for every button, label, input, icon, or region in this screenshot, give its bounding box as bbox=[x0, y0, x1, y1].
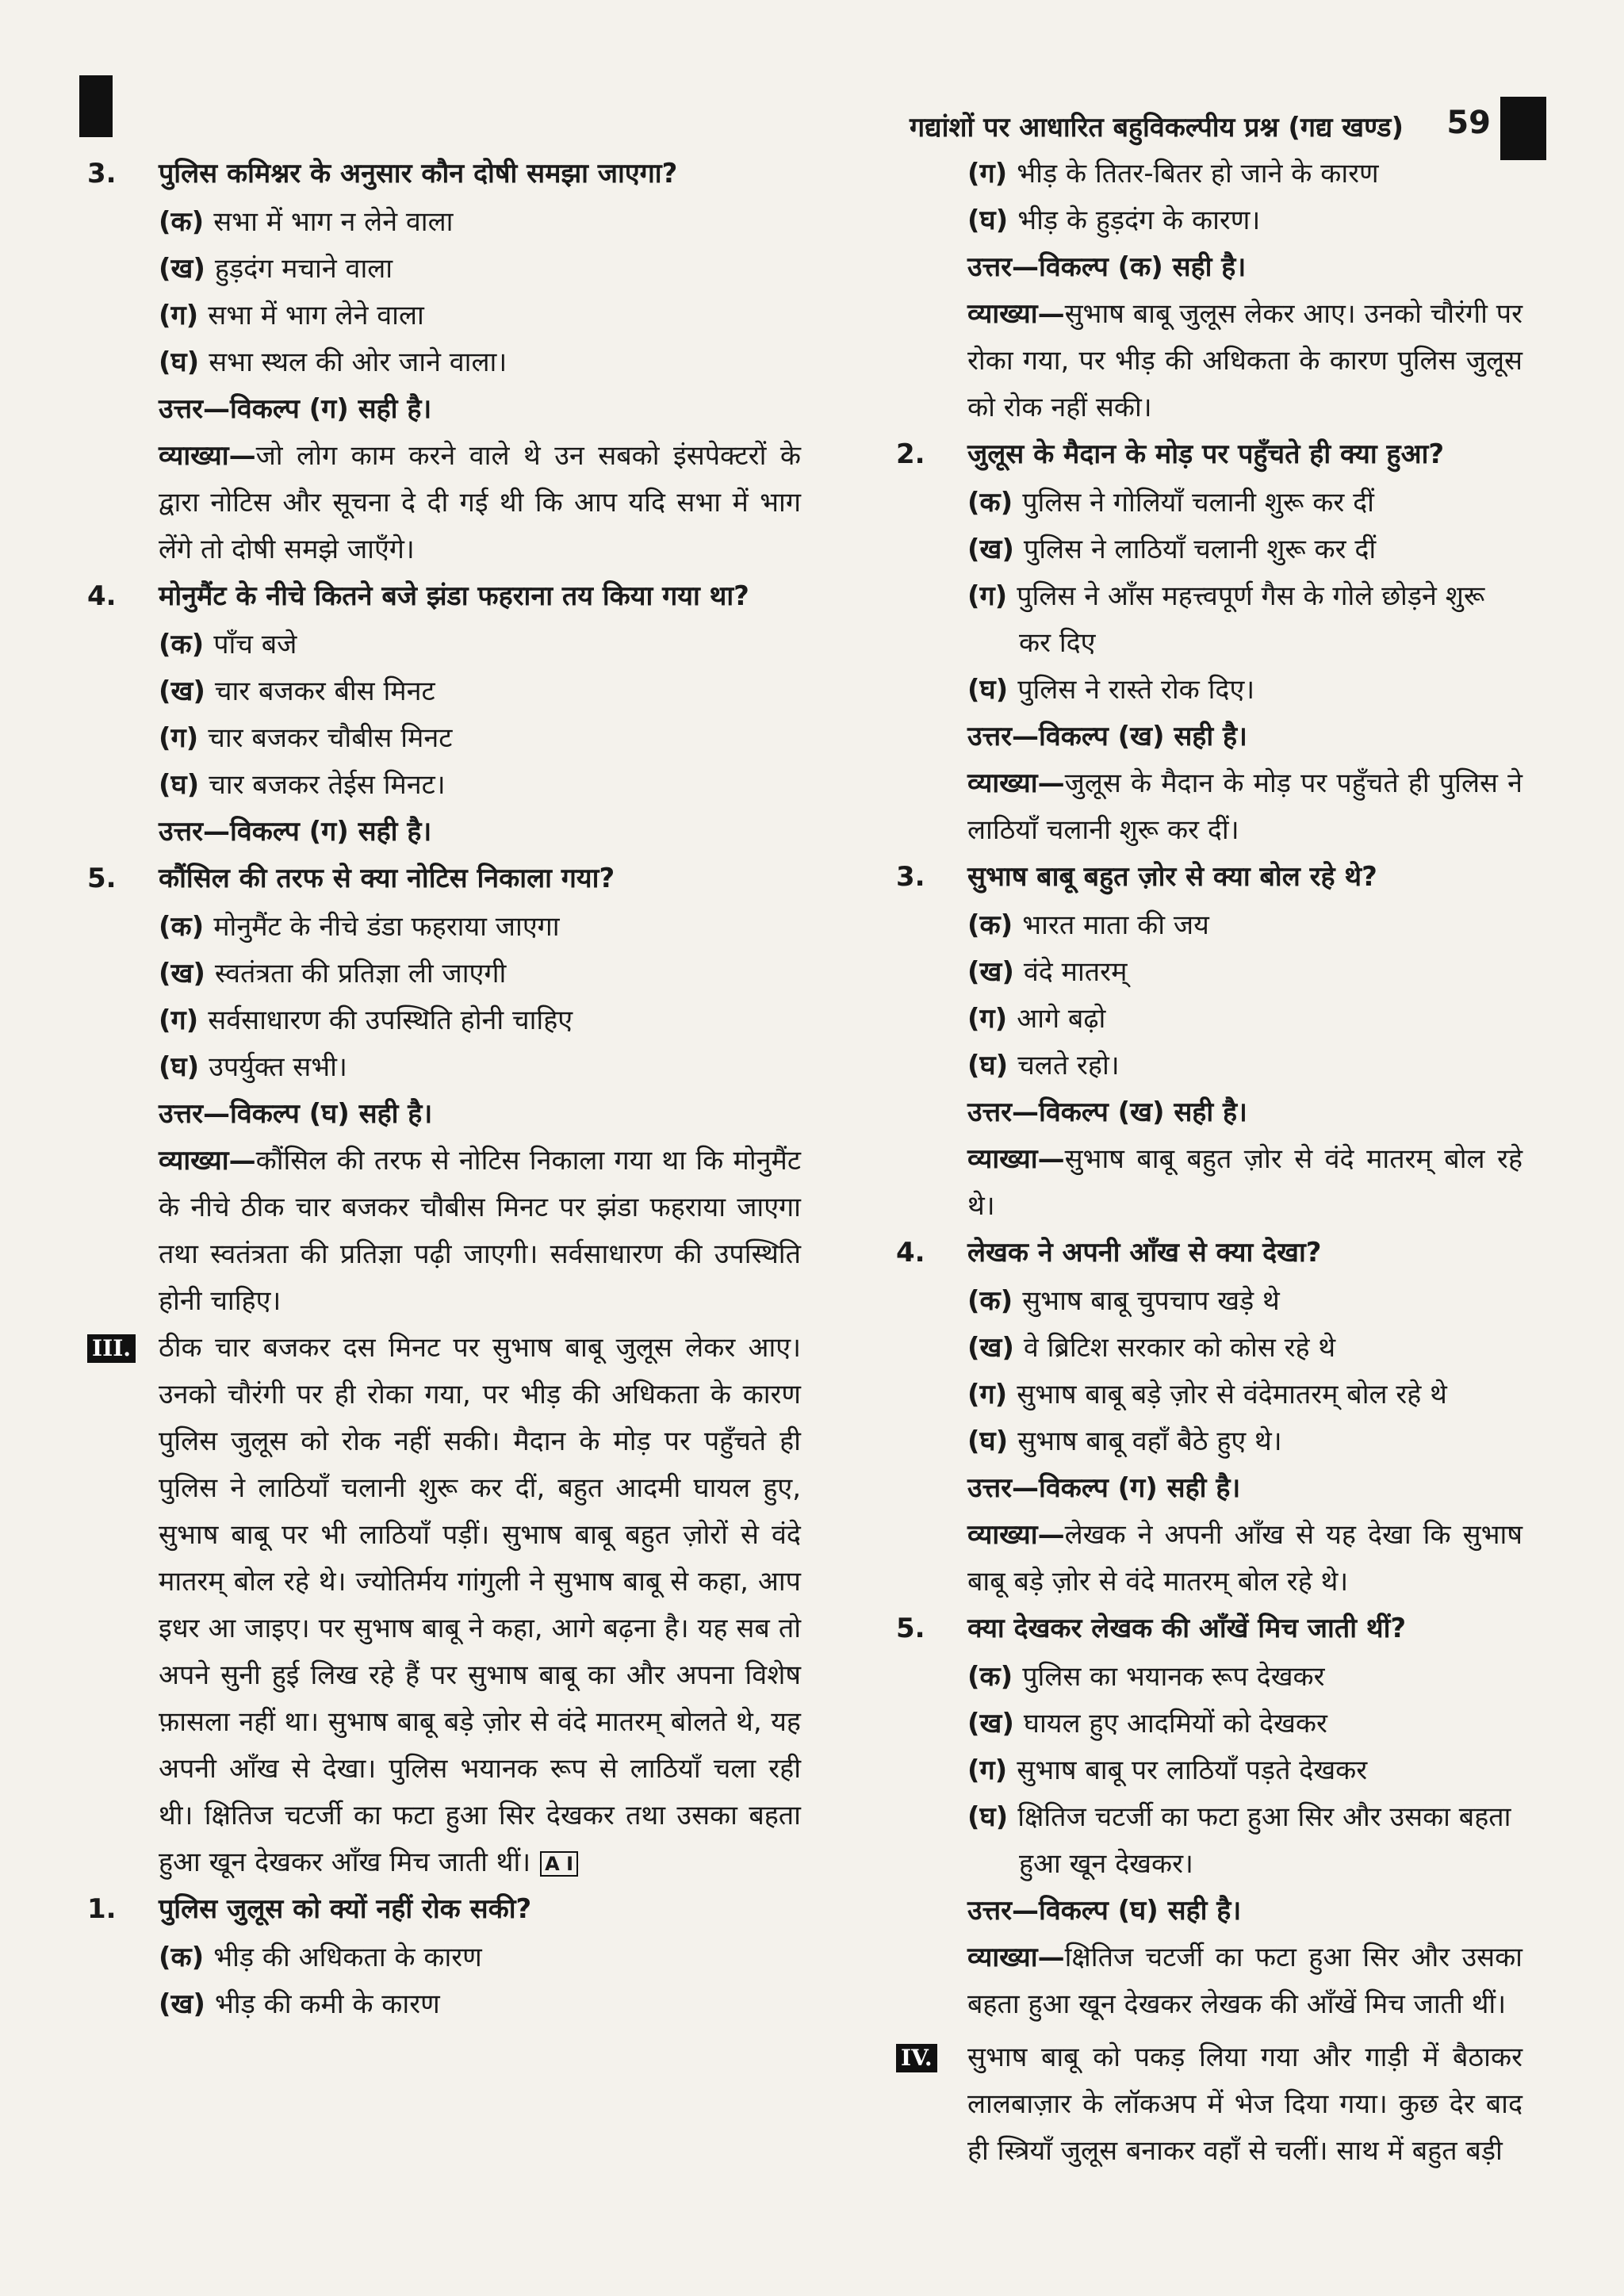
question-number: 2. bbox=[896, 438, 925, 470]
option-text: सभा में भाग न लेने वाला bbox=[213, 206, 454, 238]
option-continuation: हुआ खून देखकर। bbox=[1019, 1848, 1193, 1880]
option-text: क्षितिज चटर्जी का फटा हुआ सिर और उसका बहता bbox=[1017, 1801, 1511, 1833]
option-continuation: कर दिए bbox=[1019, 627, 1096, 659]
option-label: (ख) bbox=[159, 253, 205, 285]
option-text: सुभाष बाबू वहाँ बैठे हुए थे। bbox=[1017, 1425, 1282, 1457]
option-text: सुभाष बाबू चुपचाप खड़े थे bbox=[1022, 1285, 1280, 1317]
option-text: भीड़ की कमी के कारण bbox=[214, 1988, 440, 2020]
option bbox=[87, 668, 801, 715]
passage-text: ठीक चार बजकर दस मिनट पर सुभाष बाबू जुलूस लेकर आए। उनको चौरंगी पर ही रोका गया, पर भीड़ की अधिकता के कारण पुलिस जुलूस को रोक नहीं सकी। मैदान के मोड़ पर पहुँचते ही पुलिस ने लाठियाँ चलानी शुरू कर दीं, बहुत आदमी घायल हुए, सुभाष बाबू पर भी लाठियाँ पड़ीं। सुभाष बाबू बहुत ज़ोरों से वंदे मातरम् बोल रहे थे। ज्योतिर्मय गांगुली ने सुभाष बाबू से कहा, आप इधर आ जाइए। पर सुभाष बाबू ने कहा, आगे बढ़ना है। यह सब तो अपने सुनी हुई लिख रहे हैं पर सुभाष बाबू का और अपना विशेष फ़ासला नहीं था। सुभाष बाबू बड़े ज़ोर से वंदे मातरम् बोलते थे, यह अपनी आँख से देखा। पुलिस भयानक रूप से लाठियाँ चला रही थी। क्षितिज चटर्जी का फटा हुआ सिर देखकर तथा उसका बहता हुआ खून देखकर आँख मिच जाती थीं। bbox=[159, 1332, 801, 1878]
passage-number-badge: IV. bbox=[896, 2044, 937, 2072]
option-text: सुभाष बाबू बड़े ज़ोर से वंदेमातरम् बोल रहे थे bbox=[1017, 1379, 1447, 1410]
answer-line: उत्तर—विकल्प (ग) सही है। bbox=[159, 816, 432, 848]
left-column bbox=[87, 151, 801, 2028]
option bbox=[896, 1325, 1522, 1372]
explanation bbox=[896, 760, 1522, 854]
option-label: (ख) bbox=[159, 675, 205, 707]
option-text: चलते रहो। bbox=[1017, 1050, 1120, 1081]
explanation bbox=[87, 1138, 801, 1325]
explanation-text: जो लोग काम करने वाले थे उन सबको इंसपेक्टरों के द्वारा नोटिस और सूचना दे दी गई थी कि आप यदि सभा में भाग लेंगे तो दोषी समझे जाएँगे। bbox=[159, 440, 801, 565]
option bbox=[896, 573, 1522, 620]
question-text: लेखक ने अपनी आँख से क्या देखा? bbox=[967, 1237, 1322, 1269]
option-text: सुभाष बाबू पर लाठियाँ पड़ते देखकर bbox=[1017, 1755, 1368, 1786]
explanation-text: लेखक ने अपनी आँख से यह देखा कि सुभाष बाबू बड़े ज़ोर से वंदे मातरम् बोल रहे थे। bbox=[967, 1519, 1522, 1598]
option-label: (घ) bbox=[159, 1051, 200, 1083]
option bbox=[87, 951, 801, 997]
explanation-text: सुभाष बाबू जुलूस लेकर आए। उनको चौरंगी पर रोका गया, पर भीड़ की अधिकता के कारण पुलिस जुलूस को रोक नहीं सकी। bbox=[967, 298, 1522, 423]
option-text: चार बजकर चौबीस मिनट bbox=[208, 722, 453, 754]
option-text: पुलिस ने रास्ते रोक दिए। bbox=[1017, 674, 1255, 706]
explanation-label: व्याख्या— bbox=[967, 1519, 1065, 1551]
option-label: (घ) bbox=[159, 346, 200, 378]
explanation bbox=[896, 1934, 1522, 2028]
question bbox=[87, 573, 801, 620]
option bbox=[896, 526, 1522, 573]
option-label: (ग) bbox=[159, 300, 199, 331]
option bbox=[87, 339, 801, 386]
option-label: (ग) bbox=[967, 580, 1008, 612]
option-label: (क) bbox=[967, 1285, 1013, 1317]
option-text: पुलिस का भयानक रूप देखकर bbox=[1022, 1661, 1325, 1693]
explanation-text: क्षितिज चटर्जी का फटा हुआ सिर और उसका बहता हुआ खून देखकर लेखक की आँखें मिच जाती थीं। bbox=[967, 1942, 1522, 2020]
option-text: वंदे मातरम् bbox=[1023, 956, 1128, 988]
option-label: (क) bbox=[159, 1942, 205, 1973]
option bbox=[896, 1278, 1522, 1325]
option bbox=[87, 1981, 801, 2028]
question bbox=[896, 1605, 1522, 1652]
option bbox=[87, 997, 801, 1044]
option-text: पुलिस ने लाठियाँ चलानी शुरू कर दीं bbox=[1023, 534, 1377, 565]
option bbox=[896, 197, 1522, 244]
question-text: मोनुमैंट के नीचे कितने बजे झंडा फहराना तय किया गया था? bbox=[159, 580, 749, 612]
running-title: गद्यांशों पर आधारित बहुविकल्पीय प्रश्न (गद्य खण्ड) bbox=[910, 112, 1404, 144]
option-text: भीड़ के हुड़दंग के कारण। bbox=[1017, 205, 1261, 236]
question-text: कौंसिल की तरफ से क्या नोटिस निकाला गया? bbox=[159, 863, 615, 894]
explanation-text: सुभाष बाबू बहुत ज़ोर से वंदे मातरम् बोल रहे थे। bbox=[967, 1143, 1522, 1222]
option-text: घायल हुए आदमियों को देखकर bbox=[1023, 1708, 1327, 1739]
option bbox=[87, 1044, 801, 1091]
option-label: (क) bbox=[159, 629, 205, 660]
option-label: (क) bbox=[967, 487, 1013, 519]
option-label: (घ) bbox=[967, 1801, 1009, 1833]
option-text: वे ब्रिटिश सरकार को कोस रहे थे bbox=[1023, 1332, 1336, 1364]
question bbox=[87, 151, 801, 197]
option-text: चार बजकर बीस मिनट bbox=[214, 675, 435, 707]
answer-line: उत्तर—विकल्प (ख) सही है। bbox=[967, 1096, 1247, 1128]
option-label: (क) bbox=[967, 1661, 1013, 1693]
answer-line: उत्तर—विकल्प (ग) सही है। bbox=[159, 393, 432, 425]
option-label: (क) bbox=[159, 206, 205, 238]
explanation bbox=[87, 433, 801, 573]
answer-line: उत्तर—विकल्प (ख) सही है। bbox=[967, 721, 1247, 752]
answer-line: उत्तर—विकल्प (घ) सही है। bbox=[967, 1895, 1242, 1927]
option-text: पाँच बजे bbox=[213, 629, 297, 660]
question bbox=[896, 854, 1522, 901]
option-label: (क) bbox=[159, 911, 205, 943]
right-column bbox=[896, 151, 1522, 2175]
question-number: 4. bbox=[87, 580, 117, 612]
option-label: (ग) bbox=[967, 1379, 1008, 1410]
question-number: 1. bbox=[87, 1893, 117, 1925]
passage bbox=[896, 2034, 1522, 2175]
option-text: स्वतंत्रता की प्रतिज्ञा ली जाएगी bbox=[214, 958, 507, 989]
corner-tab-mark bbox=[79, 75, 113, 137]
option bbox=[896, 1747, 1522, 1794]
option-text: आगे बढ़ो bbox=[1017, 1003, 1106, 1035]
option bbox=[896, 902, 1522, 949]
explanation bbox=[896, 1512, 1522, 1605]
option bbox=[896, 480, 1522, 526]
option bbox=[896, 1794, 1522, 1841]
option bbox=[896, 1701, 1522, 1747]
option-label: (ख) bbox=[159, 958, 205, 989]
passage-number-badge: III. bbox=[87, 1334, 136, 1363]
answer-line: उत्तर—विकल्प (ग) सही है। bbox=[967, 1472, 1241, 1504]
question bbox=[87, 855, 801, 902]
question-text: सुभाष बाबू बहुत ज़ोर से क्या बोल रहे थे? bbox=[967, 861, 1377, 893]
option bbox=[896, 151, 1522, 197]
option-label: (ख) bbox=[967, 1332, 1014, 1364]
ai-badge-icon: A I bbox=[540, 1851, 578, 1877]
option-text: हुड़दंग मचाने वाला bbox=[214, 253, 393, 285]
option bbox=[896, 1418, 1522, 1465]
question bbox=[896, 1230, 1522, 1276]
explanation-label: व्याख्या— bbox=[967, 767, 1065, 799]
option-label: (ख) bbox=[967, 956, 1014, 988]
explanation-text: जुलूस के मैदान के मोड़ पर पहुँचते ही पुलिस ने लाठियाँ चलानी शुरू कर दीं। bbox=[967, 767, 1522, 846]
option-text: भीड़ की अधिकता के कारण bbox=[213, 1942, 482, 1973]
option-text: उपर्युक्त सभी। bbox=[209, 1051, 347, 1083]
option-label: (घ) bbox=[967, 1425, 1009, 1457]
option-label: (ख) bbox=[967, 534, 1014, 565]
question-number: 5. bbox=[87, 863, 117, 894]
option-label: (ग) bbox=[159, 722, 199, 754]
option bbox=[87, 1934, 801, 1981]
explanation-text: कौंसिल की तरफ से नोटिस निकाला गया था कि मोनुमैंट के नीचे ठीक चार बजकर चौबीस मिनट पर झंडा फहराया जाएगा तथा स्वतंत्रता की प्रतिज्ञा पढ़ी जाएगी। सर्वसाधारण की उपस्थिति होनी चाहिए। bbox=[159, 1145, 801, 1317]
explanation-label: व्याख्या— bbox=[159, 1145, 256, 1177]
option bbox=[87, 246, 801, 293]
option bbox=[87, 904, 801, 951]
option-text: भीड़ के तितर-बितर हो जाने के कारण bbox=[1017, 158, 1379, 189]
option bbox=[896, 949, 1522, 996]
explanation bbox=[896, 291, 1522, 431]
explanation-label: व्याख्या— bbox=[967, 298, 1065, 330]
question-text: जुलूस के मैदान के मोड़ पर पहुँचते ही क्या हुआ? bbox=[967, 438, 1445, 470]
option-label: (ग) bbox=[159, 1004, 199, 1036]
passage bbox=[87, 1325, 801, 1886]
option-label: (घ) bbox=[159, 769, 200, 801]
answer-line: उत्तर—विकल्प (क) सही है। bbox=[967, 251, 1247, 283]
passage-text: सुभाष बाबू को पकड़ लिया गया और गाड़ी में बैठाकर लालबाज़ार के लॉकअप में भेज दिया गया। कुछ देर बाद ही स्त्रियाँ जुलूस बनाकर वहाँ से चलीं। साथ में बहुत बड़ी bbox=[967, 2042, 1522, 2167]
option bbox=[87, 762, 801, 809]
question-text: पुलिस कमिश्नर के अनुसार कौन दोषी समझा जाएगा? bbox=[159, 158, 678, 189]
option-text: सभा में भाग लेने वाला bbox=[208, 300, 424, 331]
option-label: (ग) bbox=[967, 1003, 1008, 1035]
option-text: सर्वसाधारण की उपस्थिति होनी चाहिए bbox=[208, 1004, 573, 1036]
option-label: (घ) bbox=[967, 1050, 1009, 1081]
question-text: पुलिस जुलूस को क्यों नहीं रोक सकी? bbox=[159, 1893, 532, 1925]
explanation-label: व्याख्या— bbox=[967, 1942, 1065, 1973]
question-number: 4. bbox=[896, 1237, 925, 1269]
option-label: (घ) bbox=[967, 674, 1009, 706]
option-text: मोनुमैंट के नीचे डंडा फहराया जाएगा bbox=[213, 911, 560, 943]
question bbox=[896, 431, 1522, 478]
option-label: (घ) bbox=[967, 205, 1009, 236]
question-number: 3. bbox=[87, 158, 117, 189]
option bbox=[87, 715, 801, 762]
option-label: (ख) bbox=[967, 1708, 1014, 1739]
explanation-label: व्याख्या— bbox=[159, 440, 256, 472]
option bbox=[896, 1043, 1522, 1089]
question-number: 3. bbox=[896, 861, 925, 893]
page-header bbox=[833, 101, 1546, 157]
option bbox=[896, 996, 1522, 1043]
option-label: (क) bbox=[967, 909, 1013, 941]
option-label: (ग) bbox=[967, 1755, 1008, 1786]
explanation bbox=[896, 1136, 1522, 1230]
question bbox=[87, 1886, 801, 1933]
option-label: (ख) bbox=[159, 1988, 205, 2020]
question-text: क्या देखकर लेखक की आँखें मिच जाती थीं? bbox=[967, 1613, 1407, 1644]
option-label: (ग) bbox=[967, 158, 1008, 189]
option bbox=[896, 667, 1522, 714]
option bbox=[896, 1372, 1522, 1418]
option bbox=[87, 199, 801, 246]
option-text: सभा स्थल की ओर जाने वाला। bbox=[209, 346, 508, 378]
option bbox=[87, 293, 801, 339]
option-text: पुलिस ने आँस महत्त्वपूर्ण गैस के गोले छोड़ने शुरू bbox=[1017, 580, 1485, 612]
option bbox=[896, 1654, 1522, 1701]
option-text: भारत माता की जय bbox=[1022, 909, 1209, 941]
option bbox=[87, 622, 801, 668]
explanation-label: व्याख्या— bbox=[967, 1143, 1065, 1175]
answer-line: उत्तर—विकल्प (घ) सही है। bbox=[159, 1098, 433, 1130]
option-text: चार बजकर तेईस मिनट। bbox=[209, 769, 446, 801]
option-text: पुलिस ने गोलियाँ चलानी शुरू कर दीं bbox=[1022, 487, 1374, 519]
question-number: 5. bbox=[896, 1613, 925, 1644]
page-number: 59 bbox=[1446, 105, 1491, 141]
